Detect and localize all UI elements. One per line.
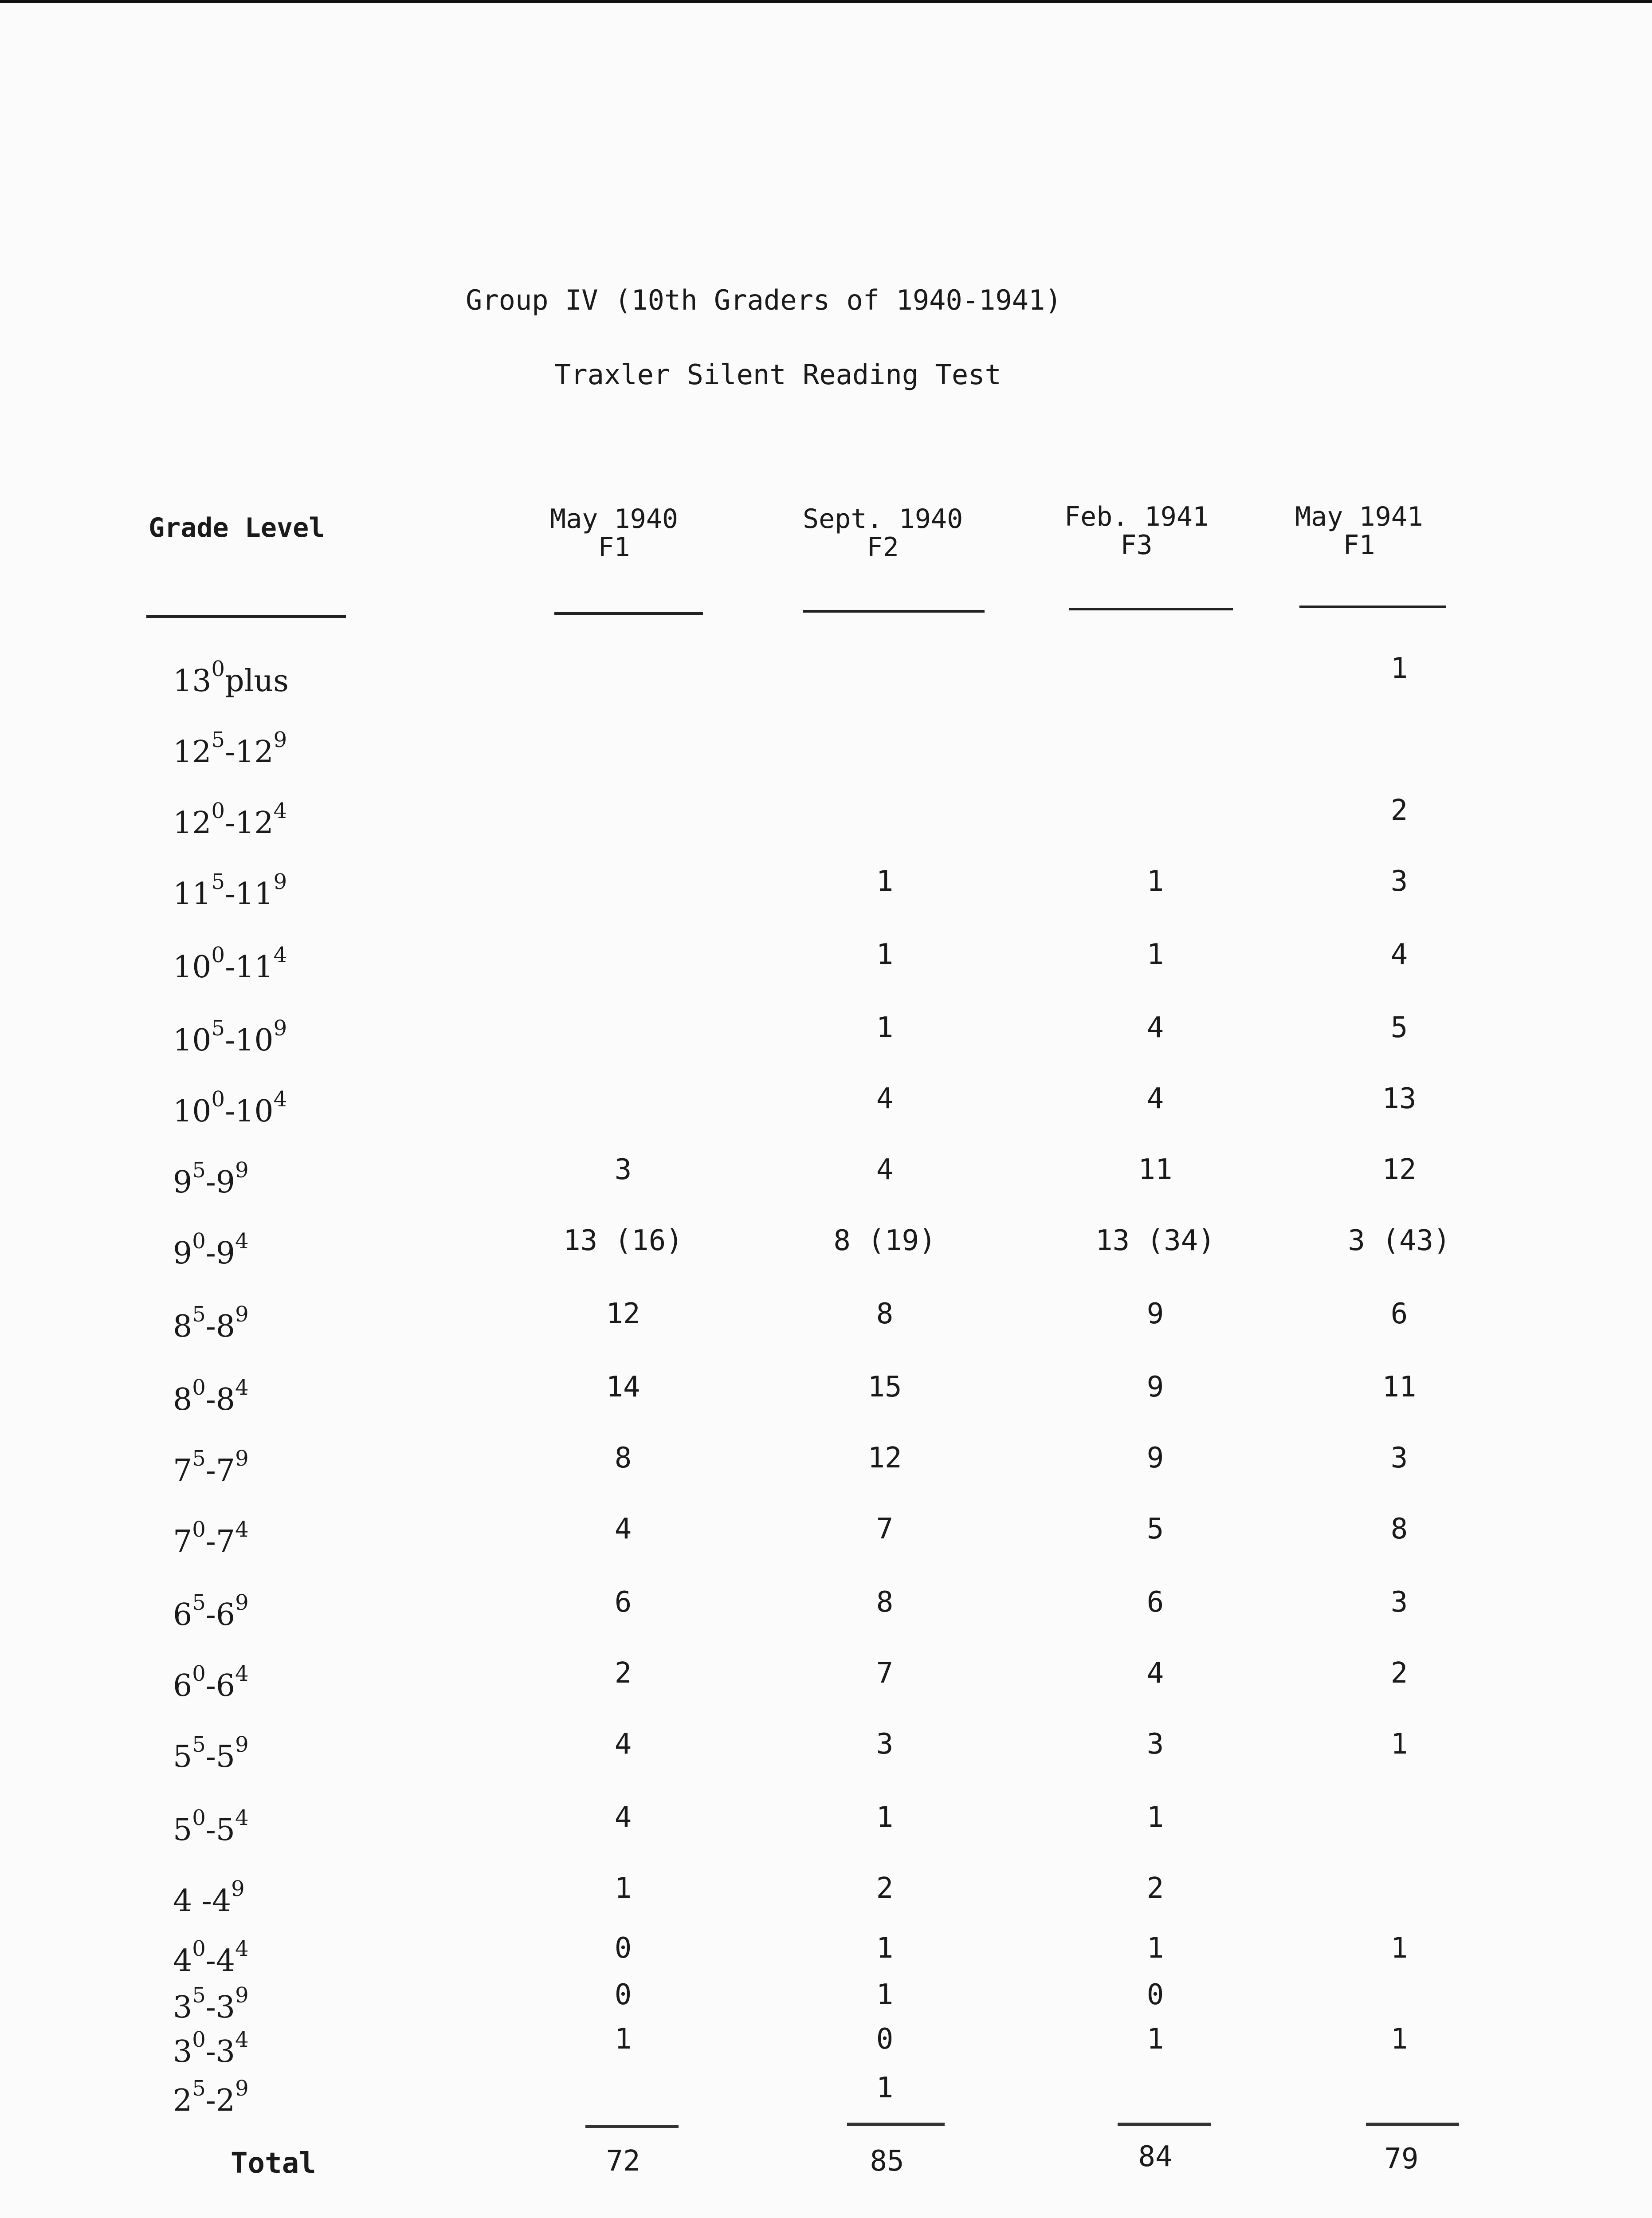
grade-base: 12 [173,735,212,770]
grade-sup-start: 0 [192,2027,206,2052]
table-cell-c3: 2 [1146,1872,1164,1905]
table-cell-c1: 1 [614,2023,632,2056]
grade-sup-start: 0 [192,1517,206,1542]
total-rule-may-1941 [1366,2123,1459,2126]
grade-range-end: -8 [205,1382,235,1417]
table-cell-c3: 1 [1146,865,1164,898]
grade-sup-end: 4 [273,1087,287,1112]
grade-level-label [173,1876,333,1919]
grade-range-end: -7 [205,1524,235,1559]
grade-range-end: -7 [205,1453,235,1488]
table-cell-c2: 8 (19) [833,1224,936,1257]
table-cell-c3: 1 [1146,1801,1164,1834]
table-cell-c3: 6 [1146,1586,1164,1619]
table-cell-c2: 7 [876,1513,894,1546]
grade-base: 8 [173,1309,192,1344]
grade-base: 7 [173,1524,192,1559]
table-cell-c3: 0 [1146,1978,1164,2011]
grade-base: 13 [173,664,212,699]
grade-level-label [173,728,333,770]
grade-range-end: -12 [225,735,274,770]
table-cell-c4: 11 [1382,1371,1417,1404]
grade-level-label [173,1375,333,1417]
table-cell-c3: 4 [1146,1657,1164,1690]
table-cell-c1: 3 [614,1153,632,1186]
header-rule-feb-1941 [1069,608,1233,610]
table-cell-c1: 1 [614,1872,632,1905]
grade-sup-start: 5 [192,1158,206,1183]
table-cell-c3: 11 [1138,1153,1173,1186]
grade-sup-end: 9 [231,1876,245,1901]
grade-sup-end: 9 [235,1732,249,1757]
table-cell-c2: 12 [867,1442,902,1475]
grade-range-end: plus [225,664,289,699]
grade-sup-end: 9 [273,728,287,752]
grade-range-end: -10 [225,1094,274,1129]
grade-sup-end: 9 [235,1590,249,1615]
table-cell-c4: 1 [1390,1932,1408,1965]
grade-base: 9 [173,1236,192,1271]
table-cell-c1: 4 [614,1801,632,1834]
table-cell-c2: 3 [876,1728,894,1761]
grade-sup-start: 0 [211,798,225,823]
grade-sup-start: 5 [192,1446,206,1471]
grade-range-end: -11 [225,877,274,912]
grade-base: 10 [173,1023,212,1058]
grade-sup-end: 9 [273,1016,287,1041]
table-cell-c3: 4 [1146,1011,1164,1044]
header-feb-1941 [1064,501,1209,561]
grade-sup-end: 4 [273,943,287,967]
table-cell-c4: 2 [1390,1657,1408,1690]
table-cell-c3: 9 [1146,1298,1164,1330]
table-cell-c4: 3 (43) [1348,1224,1451,1257]
grade-base: 8 [173,1382,192,1417]
grade-sup-start: 0 [192,1229,206,1254]
grade-base: 12 [173,806,212,841]
header-rule-may-1940 [554,612,703,615]
table-cell-c4: 12 [1382,1153,1417,1186]
table-cell-c2: 4 [876,1153,894,1186]
header-sept-1940-line2: F2 [867,532,899,563]
table-cell-c4: 6 [1390,1298,1408,1330]
grade-level-label [173,1302,333,1344]
grade-base: 3 [173,1990,192,2025]
grade-range-end: -3 [205,2034,235,2069]
table-cell-c3: 13 (34) [1095,1224,1215,1257]
grade-sup-end: 4 [235,1229,249,1254]
grade-sup-start: 5 [192,1732,206,1757]
header-may-1940-line2: F1 [598,532,630,563]
table-cell-c1: 2 [614,1657,632,1690]
page-title: Group IV (10th Graders of 1940-1941) [466,284,1062,316]
grade-sup-end: 9 [273,869,287,894]
total-sept-1940: 85 [870,2145,904,2178]
table-cell-c4: 3 [1390,1442,1408,1475]
total-rule-sept-1940 [847,2123,945,2126]
grade-range-end: -8 [205,1309,235,1344]
table-cell-c3: 9 [1146,1442,1164,1475]
table-cell-c1: 13 (16) [563,1224,683,1257]
grade-range-end: -5 [205,1739,235,1774]
header-may-1940 [550,503,678,563]
table-cell-c4: 1 [1390,2023,1408,2056]
grade-base: 6 [173,1597,192,1632]
grade-sup-start: 0 [192,1936,206,1961]
header-rule-grade-level [146,615,346,618]
grade-range-end: -11 [225,950,274,985]
header-sept-1940 [803,503,963,563]
top-border-line [0,0,1652,3]
table-cell-c1: 6 [614,1586,632,1619]
grade-base: 4 [173,1884,192,1919]
table-cell-c1: 12 [606,1298,640,1330]
table-cell-c1: 4 [614,1728,632,1761]
table-cell-c1: 0 [614,1932,632,1965]
grade-sup-start: 5 [211,869,225,894]
table-cell-c2: 2 [876,1872,894,1905]
grade-base: 11 [173,877,212,912]
grade-sup-start: 5 [211,728,225,752]
header-grade-level: Grade Level [149,512,325,543]
grade-sup-start: 0 [192,1805,206,1830]
grade-base: 3 [173,2034,192,2069]
table-cell-c3: 5 [1146,1513,1164,1546]
grade-sup-start: 0 [211,1087,225,1112]
grade-base: 6 [173,1668,192,1703]
grade-sup-start: 5 [192,1590,206,1615]
total-may-1941: 79 [1384,2143,1419,2175]
table-cell-c2: 1 [876,865,894,898]
grade-sup-end: 4 [235,1375,249,1400]
grade-range-end: -12 [225,806,274,841]
grade-level-label [173,798,333,841]
grade-level-label [173,943,333,985]
table-cell-c2: 7 [876,1657,894,1690]
table-cell-c1: 8 [614,1442,632,1475]
table-cell-c3: 3 [1146,1728,1164,1761]
grade-base: 10 [173,1094,212,1129]
grade-base: 5 [173,1739,192,1774]
grade-base: 9 [173,1165,192,1200]
table-cell-c2: 1 [876,1801,894,1834]
table-cell-c2: 1 [876,1011,894,1044]
table-cell-c1: 14 [606,1371,640,1404]
grade-level-label [173,1936,333,1978]
table-cell-c4: 3 [1390,1586,1408,1619]
header-sept-1940-line1: Sept. 1940 [803,503,963,535]
grade-sup-end: 9 [235,1983,249,2008]
grade-sup-start: 0 [192,1661,206,1686]
grade-sup-end: 9 [235,1158,249,1183]
grade-base: 5 [173,1813,192,1848]
grade-level-label [173,1229,333,1271]
header-may-1941-line1: May 1941 [1295,501,1423,532]
grade-sup-start: 0 [211,943,225,967]
grade-range-end: -9 [205,1165,235,1200]
grade-sup-end: 4 [273,798,287,823]
grade-level-label [173,1661,333,1703]
grade-base: 4 [173,1943,192,1978]
grade-level-label [173,1590,333,1632]
header-may-1941 [1295,501,1423,561]
grade-range-end: -5 [205,1813,235,1848]
grade-level-label [173,1805,333,1848]
grade-level-label [173,2027,333,2069]
table-cell-c2: 1 [876,1932,894,1965]
total-rule-may-1940 [585,2125,679,2128]
grade-level-label [173,1016,333,1058]
header-may-1940-line1: May 1940 [550,503,678,535]
header-feb-1941-line2: F3 [1120,530,1153,561]
grade-level-label [173,1158,333,1200]
total-feb-1941: 84 [1138,2140,1173,2173]
table-cell-c4: 8 [1390,1513,1408,1546]
table-cell-c2: 8 [876,1586,894,1619]
grade-level-label [173,1983,333,2025]
grade-range-end: -2 [205,2083,235,2118]
grade-sup-end: 4 [235,1936,249,1961]
table-cell-c2: 15 [867,1371,902,1404]
table-cell-c1: 4 [614,1513,632,1546]
header-rule-sept-1940 [803,610,985,613]
table-cell-c4: 5 [1390,1011,1408,1044]
grade-range-end: -6 [205,1668,235,1703]
grade-sup-start: 0 [211,657,225,681]
table-cell-c2: 1 [876,2072,894,2104]
table-cell-c2: 4 [876,1082,894,1115]
grade-base: 7 [173,1453,192,1488]
grade-range-end: -10 [225,1023,274,1058]
total-may-1940: 72 [606,2145,640,2178]
header-may-1941-line2: F1 [1343,530,1375,561]
table-cell-c2: 8 [876,1298,894,1330]
grade-level-label [173,1517,333,1559]
header-feb-1941-line1: Feb. 1941 [1064,501,1209,532]
grade-range-end: -4 [192,1884,232,1919]
grade-base: 10 [173,950,212,985]
grade-range-end: -9 [205,1236,235,1271]
grade-range-end: -6 [205,1597,235,1632]
table-cell-c1: 0 [614,1978,632,2011]
grade-level-label [173,2076,333,2118]
grade-sup-start: 5 [211,1016,225,1041]
page-subtitle: Traxler Silent Reading Test [554,358,1001,391]
grade-sup-end: 9 [235,1302,249,1327]
grade-level-label [173,1732,333,1774]
grade-sup-start: 0 [192,1375,206,1400]
total-rule-feb-1941 [1118,2123,1211,2126]
table-cell-c3: 1 [1146,1932,1164,1965]
table-cell-c4: 1 [1390,1728,1408,1761]
table-cell-c4: 3 [1390,865,1408,898]
grade-sup-end: 4 [235,1661,249,1686]
grade-range-end: -3 [205,1990,235,2025]
grade-sup-end: 9 [235,2076,249,2101]
table-cell-c4: 4 [1390,938,1408,971]
table-cell-c3: 9 [1146,1371,1164,1404]
table-cell-c4: 1 [1390,652,1408,685]
grade-level-label [173,1446,333,1488]
grade-sup-end: 4 [235,2027,249,2052]
grade-range-end: -4 [205,1943,235,1978]
grade-sup-end: 9 [235,1446,249,1471]
grade-base: 2 [173,2083,192,2118]
table-cell-c2: 1 [876,938,894,971]
total-label: Total [231,2147,316,2180]
grade-sup-start: 5 [192,1302,206,1327]
table-cell-c3: 1 [1146,938,1164,971]
grade-level-label [173,657,333,699]
table-cell-c4: 13 [1382,1082,1417,1115]
grade-sup-start: 5 [192,2076,206,2101]
table-cell-c3: 1 [1146,2023,1164,2056]
table-cell-c4: 2 [1390,794,1408,827]
header-rule-may-1941 [1299,606,1446,608]
grade-level-label [173,869,333,912]
grade-sup-end: 4 [235,1517,249,1542]
table-cell-c3: 4 [1146,1082,1164,1115]
grade-level-label [173,1087,333,1129]
table-cell-c2: 1 [876,1978,894,2011]
grade-sup-end: 4 [235,1805,249,1830]
table-cell-c2: 0 [876,2023,894,2056]
grade-sup-start: 5 [192,1983,206,2008]
